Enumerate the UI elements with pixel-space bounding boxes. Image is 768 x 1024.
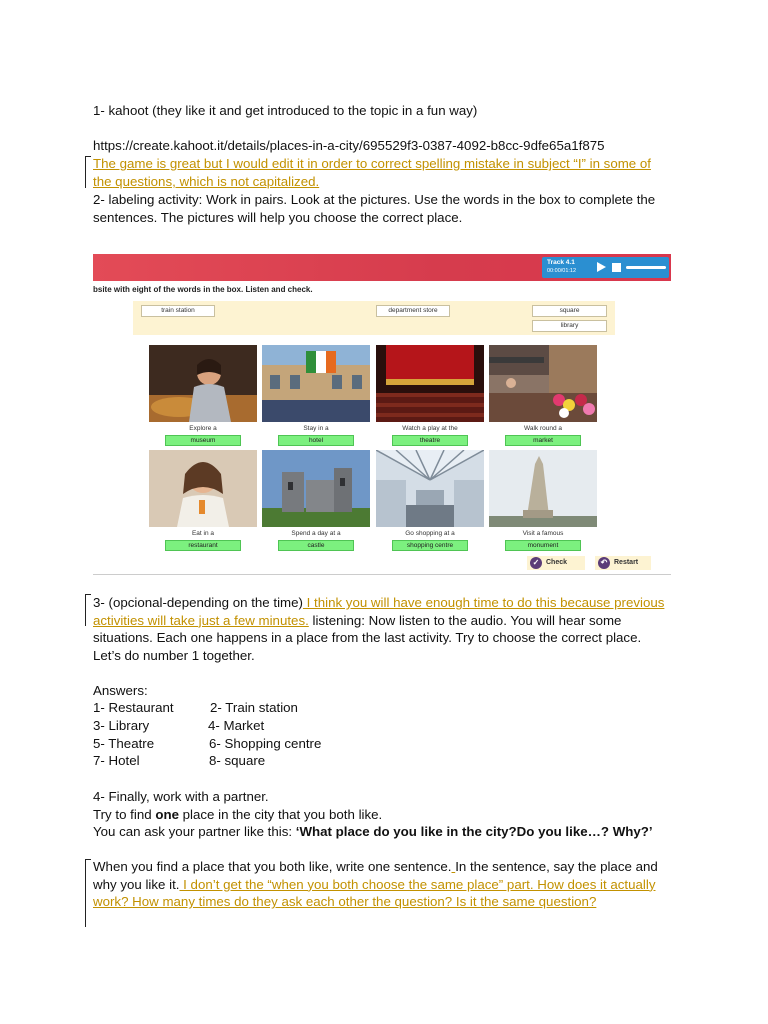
track-time: 00:00/01:12 <box>547 268 577 274</box>
item4-line2: Try to find one place in the city that you both like. <box>93 807 383 822</box>
labeling-exercise-image <box>93 243 671 576</box>
card-caption: Walk round a <box>523 425 563 432</box>
answer-item: 5- Theatre <box>93 736 155 751</box>
answer-slot[interactable]: castle <box>278 540 354 551</box>
comment-marker-tick <box>85 594 91 595</box>
picture-card <box>149 345 257 446</box>
track-title: Track 4.1 <box>547 259 575 266</box>
item4-line3: You can ask your partner like this: ‘What place do you like in the city?Do you like…? Why?’ <box>93 824 653 839</box>
answer-slot[interactable]: hotel <box>278 435 354 446</box>
restaurant-photo <box>149 450 257 527</box>
answer-slot[interactable]: market <box>505 435 581 446</box>
picture-card <box>489 345 597 446</box>
restart-button[interactable]: ↶ Restart <box>595 556 651 570</box>
word-chip[interactable]: library <box>532 320 607 332</box>
item3-rest: listening: Now listen to the audio. You will hear some situations. Each one happens in a place from the last activity. Try to choose the correct place. Let’s do number 1 together. <box>93 612 642 663</box>
kahoot-link[interactable]: https://create.kahoot.it/details/places-in-a-city/695529f3-0387-4092-b8cc-9dfe65a1f875 <box>93 138 605 153</box>
card-caption: Stay in a <box>303 425 329 432</box>
play-icon[interactable] <box>597 262 606 272</box>
example-question: ‘What place do you like in the city?Do you like…? Why?’ <box>295 824 653 839</box>
item3-paragraph <box>93 594 668 664</box>
picture-card <box>376 450 484 551</box>
comment-marker-tick <box>85 156 91 157</box>
comment-marker <box>85 156 86 188</box>
stop-icon[interactable] <box>612 263 621 272</box>
item1-text: 1- kahoot (they like it and get introduced to the topic in a fun way) <box>93 103 478 118</box>
shopping-centre-photo <box>376 450 484 527</box>
card-caption: Eat in a <box>191 530 215 537</box>
comment-marker <box>85 594 86 626</box>
hotel-photo <box>262 345 370 422</box>
exercise-instruction: bsite with eight of the words in the box. Listen and check. <box>93 285 313 294</box>
picture-card <box>262 345 370 446</box>
reviewer-comment-2: I think you will have enough time to do this because previous activities will take just a few minutes. <box>93 595 665 628</box>
card-caption: Visit a famous <box>522 530 564 537</box>
check-icon: ✓ <box>530 557 542 569</box>
answer-slot[interactable]: monument <box>505 540 581 551</box>
museum-photo <box>149 345 257 422</box>
word-chip[interactable]: square <box>532 305 607 317</box>
card-caption: Watch a play at the <box>402 425 458 432</box>
answer-slot[interactable]: theatre <box>392 435 468 446</box>
audio-player[interactable] <box>542 257 669 278</box>
item4-paragraph: When you find a place that you both like, write one sentence. In the sentence, say the place and why you like it. I don’t get the “when you both choose the same place” part. How does it actually work? How many times do they ask each other the question? Is it the same question? <box>93 859 658 910</box>
item4-line1: 4- Finally, work with a partner. <box>93 789 269 804</box>
castle-photo <box>262 450 370 527</box>
answer-slot[interactable]: museum <box>165 435 241 446</box>
word-chip[interactable]: train station <box>141 305 215 317</box>
answer-slot[interactable]: shopping centre <box>392 540 468 551</box>
market-photo <box>489 345 597 422</box>
card-caption: Spend a day at a <box>291 530 341 537</box>
audio-progress-bar[interactable] <box>626 266 666 269</box>
item2-text: 2- labeling activity: Work in pairs. Look at the pictures. Use the words in the box to complete the sentences. The pictures will help you choose the correct place. <box>93 192 656 225</box>
reviewer-comment-1: The game is great but I would edit it in order to correct spelling mistake in subject “I” in some of the questions, which is not capitalized. <box>93 156 651 189</box>
reviewer-comment-3: I don’t get the “when you both choose the same place” part. How does it actually work? How many times do they ask each other the question? Is it the same question? <box>93 876 656 910</box>
answer-item: 6- Shopping centre <box>209 736 322 751</box>
answer-item: 7- Hotel <box>93 753 140 768</box>
picture-card <box>149 450 257 551</box>
answers-heading: Answers: <box>93 683 148 698</box>
picture-card <box>262 450 370 551</box>
exercise-divider <box>93 574 671 575</box>
picture-card <box>376 345 484 446</box>
answer-slot[interactable]: restaurant <box>165 540 241 551</box>
card-caption: Explore a <box>189 425 217 432</box>
picture-card <box>489 450 597 551</box>
answer-item: 2- Train station <box>210 700 298 715</box>
answer-item: 3- Library <box>93 718 150 733</box>
comment-marker <box>85 859 86 927</box>
restart-icon: ↶ <box>598 557 610 569</box>
comment-marker-tick <box>85 859 91 860</box>
monument-photo <box>489 450 597 527</box>
answer-item: 1- Restaurant <box>93 700 174 715</box>
answer-item: 8- square <box>209 753 266 768</box>
word-box <box>133 301 615 335</box>
answer-item: 4- Market <box>208 718 265 733</box>
item3-lead: 3- (opcional-depending on the time) <box>93 595 303 610</box>
card-caption: Go shopping at a <box>405 530 455 537</box>
check-button[interactable]: ✓ Check <box>527 556 585 570</box>
theatre-photo <box>376 345 484 422</box>
word-chip[interactable]: department store <box>376 305 450 317</box>
